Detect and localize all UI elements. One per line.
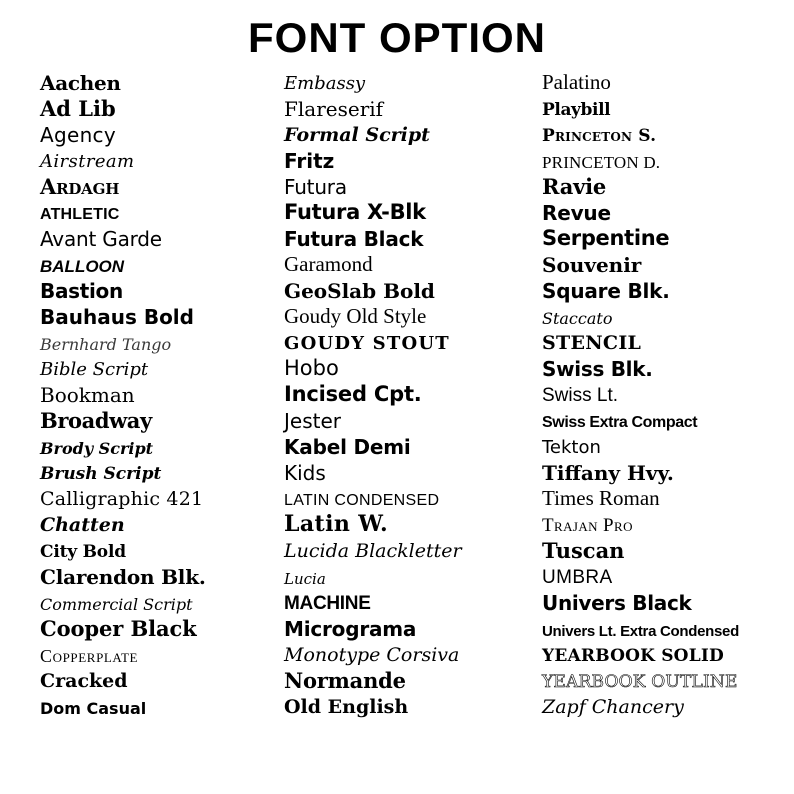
font-sample-agency[interactable]: Agency (40, 123, 116, 147)
font-sample-princeton-d[interactable]: PRINCETON D. (542, 153, 661, 172)
font-sample-umbra[interactable]: UMBRA (542, 567, 613, 588)
font-sample-univers-lt-extra-condensed[interactable]: Univers Lt. Extra Condensed (542, 623, 739, 640)
font-sample-zapf-chancery[interactable]: Zapf Chancery (542, 696, 684, 718)
font-sample-univers-black[interactable]: Univers Black (542, 591, 692, 615)
font-sample-latin-w[interactable]: Latin W. (284, 511, 389, 537)
font-sample-stencil[interactable]: STENCIL (542, 332, 642, 354)
font-sample-cracked[interactable]: Cracked (40, 670, 128, 692)
font-sample-clarendon-blk[interactable]: Clarendon Blk. (40, 565, 206, 589)
page-title: FONT OPTION (248, 14, 546, 61)
font-sample-lucia[interactable]: Lucia (284, 570, 326, 588)
font-sample-bible-script[interactable]: Bible Script (40, 359, 149, 380)
font-sample-trajan-pro[interactable]: Trajan Pro (542, 515, 633, 536)
font-sample-tuscan[interactable]: Tuscan (542, 538, 625, 563)
font-sample-geoslab-bold[interactable]: GeoSlab Bold (284, 279, 435, 303)
font-sample-fritz[interactable]: Fritz (284, 149, 335, 173)
font-sample-times-roman[interactable]: Times Roman (542, 486, 660, 510)
font-sample-aachen[interactable]: Aachen (40, 71, 121, 95)
font-sample-goudy-stout[interactable]: GOUDY STOUT (284, 333, 450, 354)
font-sample-brody-script[interactable]: Brody Script (40, 439, 154, 458)
font-sample-commercial-script[interactable]: Commercial Script (40, 595, 193, 614)
font-sample-monotype-corsiva[interactable]: Monotype Corsiva (284, 644, 460, 666)
font-sample-athletic[interactable]: ATHLETIC (40, 206, 120, 223)
font-sample-copperplate[interactable]: Copperplate (40, 646, 139, 666)
font-sample-futura[interactable]: Futura (284, 175, 347, 199)
font-column-1 (40, 68, 276, 718)
font-column-3 (542, 68, 768, 718)
font-sample-machine[interactable]: MACHINE (284, 593, 371, 614)
font-sample-lucida-blackletter[interactable]: Lucida Blackletter (284, 540, 462, 562)
font-sample-avant-garde[interactable]: Avant Garde (40, 227, 162, 251)
font-sample-swiss-lt[interactable]: Swiss Lt. (542, 385, 619, 406)
font-sample-normande[interactable]: Normande (284, 668, 406, 693)
font-sample-princeton-s[interactable]: Princeton S. (542, 126, 657, 146)
font-sample-staccato[interactable]: Staccato (542, 309, 613, 328)
font-sample-square-blk[interactable]: Square Blk. (542, 279, 670, 303)
font-sample-kabel-demi[interactable]: Kabel Demi (284, 435, 411, 459)
font-column-2 (284, 68, 534, 718)
font-sample-garamond[interactable]: Garamond (284, 252, 373, 276)
font-sample-balloon[interactable]: BALLOON (40, 257, 125, 276)
font-sample-revue[interactable]: Revue (542, 201, 611, 225)
font-sample-tiffany-hvy[interactable]: Tiffany Hvy. (542, 461, 674, 485)
font-sample-brush-script[interactable]: Brush Script (40, 464, 162, 484)
font-sample-cooper-black[interactable]: Cooper Black (40, 616, 197, 641)
font-sample-ad-lib[interactable]: Ad Lib (40, 96, 116, 121)
font-sample-latin-condensed[interactable]: LATIN CONDENSED (284, 492, 440, 509)
font-sample-incised-cpt[interactable]: Incised Cpt. (284, 382, 422, 406)
font-sample-city-bold[interactable]: City Bold (40, 542, 126, 562)
font-columns (0, 68, 794, 718)
font-sample-bernhard-tango[interactable]: Bernhard Tango (40, 335, 172, 354)
font-sample-yearbook-outline[interactable]: YEARBOOK OUTLINE (542, 672, 738, 692)
font-sample-playbill[interactable]: Playbill (542, 100, 611, 120)
font-sample-swiss-extra-compact[interactable]: Swiss Extra Compact (542, 414, 698, 431)
font-sample-ardagh[interactable]: Ardagh (40, 174, 120, 199)
font-sample-calligraphic-421[interactable]: Calligraphic 421 (40, 488, 204, 510)
font-sample-kids[interactable]: Kids (284, 461, 326, 485)
font-sample-broadway[interactable]: Broadway (40, 408, 152, 433)
font-sample-dom-casual[interactable]: Dom Casual (40, 699, 147, 718)
font-sample-chatten[interactable]: Chatten (40, 514, 125, 536)
font-sample-goudy-old-style[interactable]: Goudy Old Style (284, 304, 427, 328)
font-sample-futura-black[interactable]: Futura Black (284, 227, 424, 251)
font-sample-tekton[interactable]: Tekton (542, 437, 601, 458)
font-sample-bookman[interactable]: Bookman (40, 383, 135, 407)
font-sample-futura-x-blk[interactable]: Futura X-Blk (284, 200, 426, 224)
font-sample-souvenir[interactable]: Souvenir (542, 253, 642, 277)
font-sample-hobo[interactable]: Hobo (284, 356, 339, 380)
font-sample-formal-script[interactable]: Formal Script (284, 124, 430, 146)
font-sample-bastion[interactable]: Bastion (40, 279, 123, 303)
font-sample-flareserif[interactable]: Flareserif (284, 97, 384, 121)
font-sample-bauhaus-bold[interactable]: Bauhaus Bold (40, 305, 194, 329)
font-sample-micrograma[interactable]: Micrograma (284, 617, 417, 641)
font-sample-serpentine[interactable]: Serpentine (542, 226, 670, 250)
font-sample-ravie[interactable]: Ravie (542, 174, 607, 199)
font-sample-old-english[interactable]: Old English (284, 696, 409, 718)
font-sample-jester[interactable]: Jester (284, 409, 341, 433)
font-sample-palatino[interactable]: Palatino (542, 70, 611, 94)
font-sample-swiss-blk[interactable]: Swiss Blk. (542, 357, 653, 381)
font-sample-airstream[interactable]: Airstream (40, 151, 135, 172)
font-sample-embassy[interactable]: Embassy (284, 73, 366, 94)
font-sample-yearbook-solid[interactable]: YEARBOOK SOLID (542, 646, 724, 666)
